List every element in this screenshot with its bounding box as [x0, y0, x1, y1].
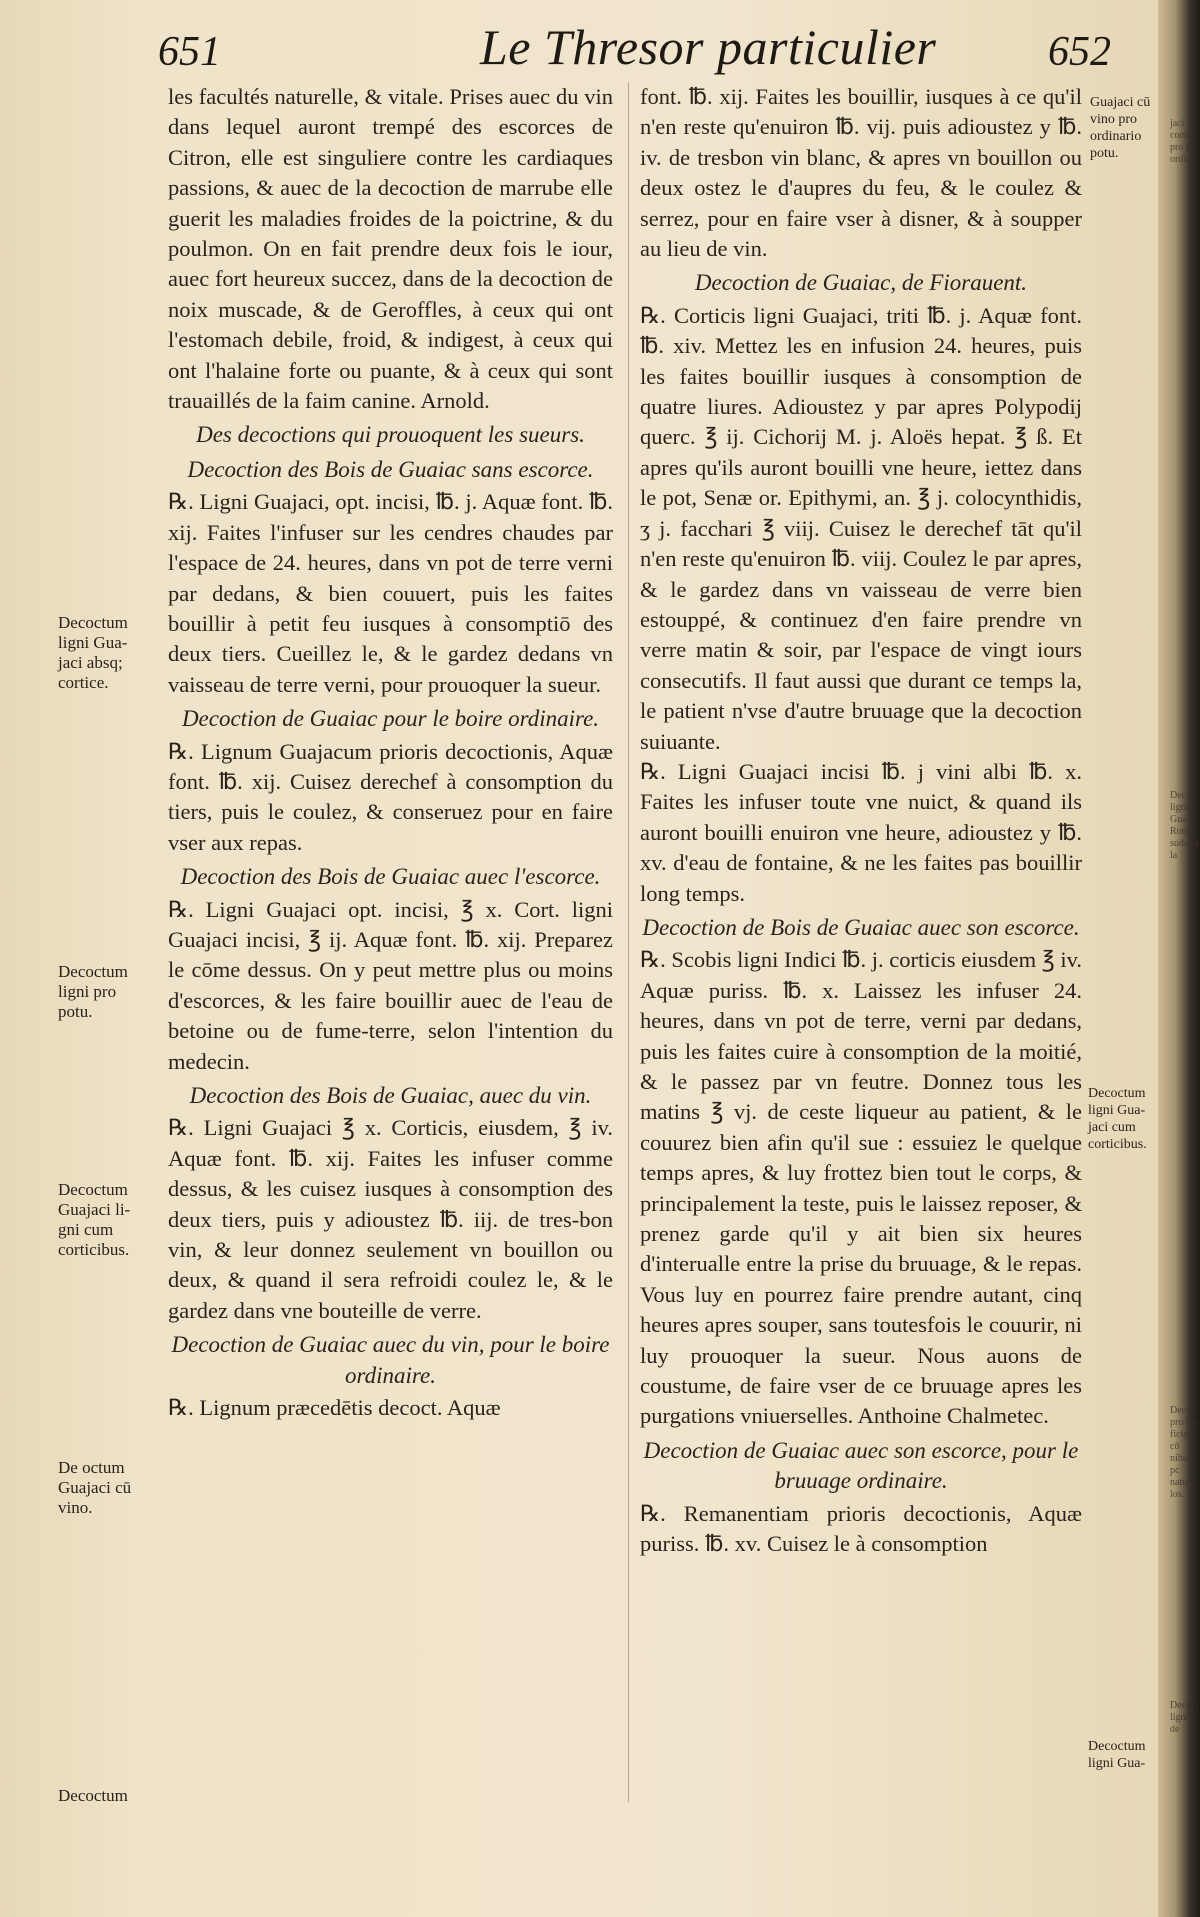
recipe-paragraph: ℞. Lignum Guajacum prioris decoctionis, Aquæ font. ℔. xij. Cuisez derechef à consomption du tiers, puis le coulez, & conseruez pour en faire vser aux repas.	[168, 738, 613, 855]
recipe-heading: Decoction de Guaiac pour le boire ordinaire.	[181, 706, 600, 732]
recipe-paragraph: ℞. Ligni Guajaci opt. incisi, ℥ x. Cort. ligni Guajaci incisi, ℥ ij. Aquæ font. ℔. xij. Preparez le cōme dessus. On y peut mettre plus ou moins d'escorces, & les faire bouillir auec de l'eau de betoine ou de fume-terre, selon l'intention du medecin.	[168, 896, 613, 1074]
recipe-heading: Decoction de Bois de Guaiac auec son escorce.	[642, 914, 1080, 940]
running-title: Le Thresor particulier	[480, 19, 937, 75]
recipe-heading: Decoction des Bois de Guaiac sans escorce.	[187, 456, 594, 482]
section-heading: Des decoctions qui prouoquent les sueurs.	[196, 422, 585, 448]
recipe-paragraph: ℞. Corticis ligni Guajaci, triti ℔. j. Aquæ font. ℔. xiv. Mettez les en infusion 24. heures, puis les faites bouillir iusques à consomption de quatre liures. Adioustez y par apres Polypodij querc. ℥ ij. Cichorij M. j. Aloës hepat. ℥ ß. Et apres qu'ils auront bouilli vne heure, iettez dans le pot, Senæ or. Epithymi, an. ℥ j. colocynthidis, ʒ j. facchari ℥ viij. Cuisez le derechef tāt qu'il n'en reste qu'enuiron ℔. viij. Coulez le par apres, & le gardez dans vn vaisseau de verre bien estouppé, & continuez d'en faire prendre vn verre matin & soir, par l'espace de vingt iours consecutifs. Il faut aussi que durant ce temps la, le patient n'vse d'autre bruuage que la decoction suiuante.	[640, 302, 1082, 754]
edge-fragment: Decoct ligni de	[1170, 1700, 1199, 1735]
recipe-paragraph: ℞. Ligni Guajaci ℥ x. Corticis, eiusdem, ℥ iv. Aquæ font. ℔. xij. Faites les infuser comme dessus, & les cuisez iusques à consomption des deux tiers, puis y adioustez ℔. iij. de tres-bon vin, & leur donnez seulement vn bouillon ou deux, & quand il sera refroidi coulez le, & le gardez dans vne bouteille de verre.	[168, 1115, 613, 1323]
recipe-paragraph: ℞. Ligni Guajaci incisi ℔. j vini albi ℔. x. Faites les infuser toute vne nuict, & quand ils auront bouilli enuiron vne heure, adioustez y ℔. xv. d'eau de fontaine, & ne les faites pas bouillir long temps.	[640, 758, 1082, 906]
recipe-heading: Decoction de Guaiac auec du vin, pour le boire ordinaire.	[171, 1332, 610, 1388]
right-margin-note: Decoctum ligni Gua-	[1088, 1739, 1146, 1771]
left-margin-note: De octum Guajaci cū vino.	[58, 1458, 132, 1517]
edge-fragment: Decoc pro Gu ficid cō nibus pc natus los.	[1170, 1405, 1199, 1500]
right-text-column	[640, 82, 1082, 1560]
recipe-paragraph: ℞. Lignum præcedētis decoct. Aquæ	[168, 1395, 501, 1421]
recipe-heading: Decoction des Bois de Guaiac auec l'escorce.	[180, 864, 601, 890]
page-header	[0, 10, 1158, 80]
book-gutter	[1158, 0, 1200, 1917]
recipe-paragraph: ℞. Ligni Guajaci, opt. incisi, ℔. j. Aquæ font. ℔. xij. Faites l'infuser sur les cendres chaudes par l'espace de 24. heures, dans vn pot de terre verni par dedans, & bien couuert, puis les faites bouillir à petit feu iusques à consomptiō des deux tiers. Cueillez le, & le gardez dedans vn vaisseau de terre verni, pour prouoquer la sueur.	[168, 489, 613, 697]
left-page-number: 651	[158, 29, 221, 75]
paragraph: font. ℔. xij. Faites les bouillir, iusques à ce qu'il n'en reste qu'enuiron ℔. vij. puis adioustez y ℔. iv. de tresbon vin blanc, & apres vn bouillon ou deux ostez le d'aupres du feu, & le coulez & serrez, pour en faire vser à disner, & à soupper au lieu de vin.	[640, 84, 1082, 262]
recipe-paragraph: ℞. Scobis ligni Indici ℔. j. corticis eiusdem ℥ iv. Aquæ puriss. ℔. x. Laissez les infuser 24. heures, dans vn pot de terre, verni par dedans, puis les faites cuire à consomption de la moitié, & le passez par vn feutre. Donnez tous les matins ℥ vj. de ceste liqueur au patient, & le couurez bien afin qu'il sue : essuiez le quelque temps apres, & luy frottez bien tout le corps, & principalement la teste, puis le laissez reposer, & prenez garde qu'il y ait bien six heures d'interualle entre la prise du bruuage, & le repas. Vous luy en pourrez faire prendre autant, cinq heures apres souper, sans toutesfois le couurir, ni luy prouoquer la sueur. Nous auons de coustume, de faire vser de ce bruuage apres les purgations vniuerselles. Anthoine Chalmetec.	[640, 947, 1082, 1429]
right-page-number: 652	[1048, 29, 1111, 75]
left-margin-note: Decoctum ligni pro potu.	[58, 962, 128, 1021]
right-margin-note: Decoctum ligni Gua- jaci cum corticibus.	[1088, 1086, 1147, 1152]
edge-fragment: jaci cortici pro f ordina	[1170, 118, 1196, 165]
paragraph: les facultés naturelle, & vitale. Prises auec du vin dans lequel auront trempé des escorces de Citron, elle est singuliere contre les cardiaques passions, & auec de la decoction de marrube elle guerit les maladies froides de la poictrine, & du poulmon. On en fait prendre deux fois le iour, auec fort heureux succez, dans de la decoction de noix muscade, & de Geroffles, à ceux qui ont l'estomach debile, froid, & indigest, à ceux qui ont l'halaine forte ou puante, & à ceux qui sont trauaillés de la faim canine. Arnold.	[168, 84, 613, 414]
recipe-paragraph: ℞. Remanentiam prioris decoctionis, Aquæ puriss. ℔. xv. Cuisez le à consomption	[640, 1500, 1082, 1557]
left-text-column	[168, 82, 613, 1423]
recipe-heading: Decoction des Bois de Guaiac, auec du vin.	[189, 1083, 592, 1108]
right-margin-note: Guajaci cū vino pro ordinario potu.	[1090, 95, 1151, 161]
recipe-heading: Decoction de Guaiac, de Fiorauent.	[694, 270, 1028, 296]
left-margin-note: Decoctum	[58, 1786, 128, 1805]
column-divider	[628, 82, 629, 1802]
left-margin-note: Decoctum Guajaci li- gni cum corticibus.	[58, 1180, 131, 1259]
left-margin-note: Decoctum ligni Gua- jaci absq; cortice.	[58, 613, 128, 692]
recipe-heading: Decoction de Guaiac auec son escorce, pour le bruuage ordinaire.	[643, 1437, 1079, 1494]
edge-fragment: Decoc ligni Gua Romo sudor a la	[1170, 790, 1200, 861]
